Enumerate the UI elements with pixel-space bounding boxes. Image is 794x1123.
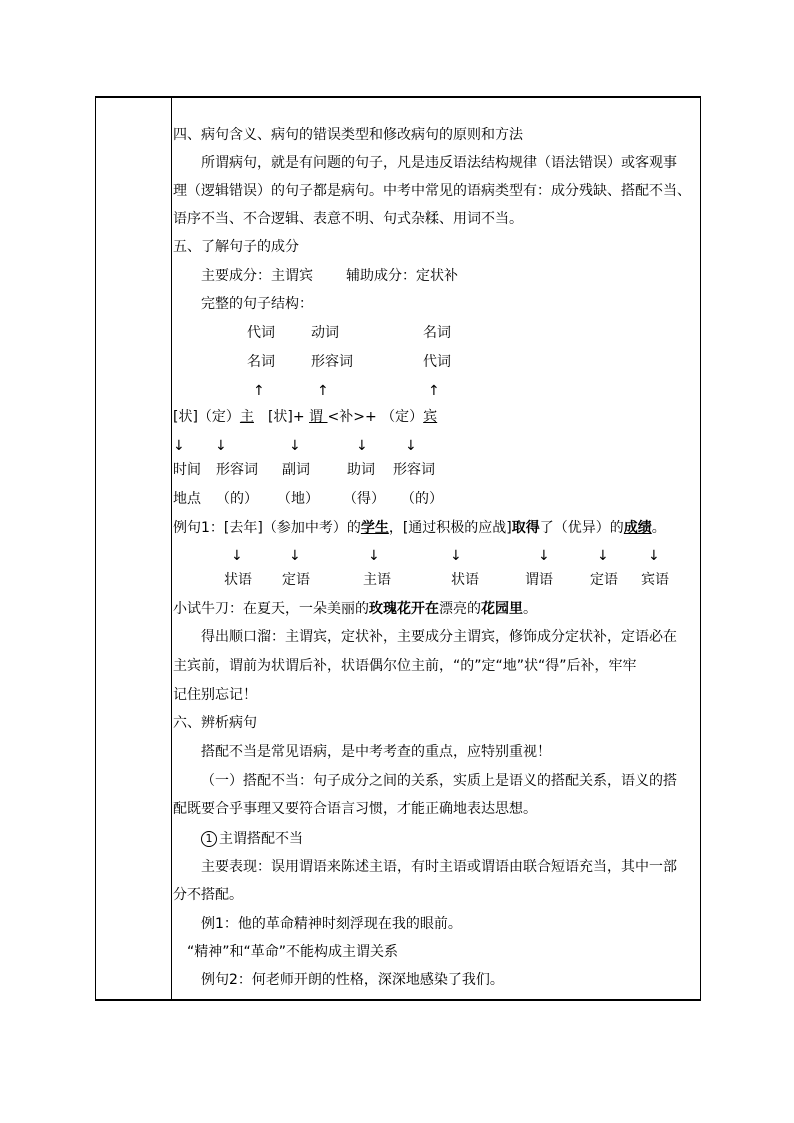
lower-de-3: （得） [343, 491, 385, 507]
sentence-formula: [状]（定）主 [状]+ 谓 <补>+ （定）宾 [173, 409, 438, 425]
lower-de-2: （地） [277, 491, 319, 507]
example-sentence-1: 例句1：[去年]（参加中考）的学生，[通过积极的应战]取得了（优异）的成绩。 [173, 520, 666, 536]
upper-dongci: 动词 [311, 325, 339, 341]
label-dingyu: 定语 [282, 572, 310, 588]
example-2: 例句2：何老师开朗的性格，深深地感染了我们。 [201, 972, 504, 988]
table-column-divider [171, 96, 172, 1001]
arrow-down-icon: ↓ [450, 548, 462, 564]
performance-line2: 分不搭配。 [173, 887, 243, 903]
section4-para-line2: 理（逻辑错误）的句子都是病句。中考中常见的语病类型有：成分残缺、搭配不当、 [173, 183, 691, 199]
formula-zhu: 主 [239, 409, 254, 425]
arrow-up-icon: ↑ [317, 383, 329, 399]
arrow-down-icon: ↓ [231, 548, 243, 564]
arrow-down-icon: ↓ [368, 548, 380, 564]
arrow-up-icon: ↑ [428, 383, 440, 399]
formula-bin: 宾 [423, 409, 438, 425]
section6-para-line1: （一）搭配不当：句子成分之间的关系，实质上是语义的搭配关系，语义的搭 [201, 773, 677, 789]
upper-daici-2: 代词 [423, 354, 451, 370]
section5-heading: 五、了解句子的成分 [173, 239, 299, 255]
rhyme-line1: 得出顺口溜：主谓宾，定状补，主要成分主谓宾，修饰成分定状补，定语必在 [201, 629, 677, 645]
label-weiyu: 谓语 [525, 572, 553, 588]
circled-number: 1 [201, 831, 217, 847]
section4-para-line3: 语序不当、不合逻辑、表意不明、句式杂糅、用词不当。 [173, 211, 523, 227]
section4-para-line1: 所谓病句，就是有问题的句子，凡是违反语法结构规律（语法错误）或客观事 [201, 155, 677, 171]
arrow-down-icon: ↓ [173, 438, 185, 454]
example-1: 例1：他的革命精神时刻浮现在我的眼前。 [201, 916, 462, 932]
arrow-down-icon: ↓ [648, 548, 660, 564]
upper-mingci-2: 名词 [247, 354, 275, 370]
section4-heading: 四、病句含义、病句的错误类型和修改病句的原则和方法 [173, 127, 523, 143]
section6-intro: 搭配不当是常见语病，是中考考查的重点，应特别重视！ [201, 744, 551, 760]
arrow-up-icon: ↑ [253, 383, 265, 399]
arrow-down-icon: ↓ [215, 438, 227, 454]
example-1-note: “精神”和“革命”不能构成主谓关系 [187, 944, 399, 960]
upper-daici: 代词 [247, 325, 275, 341]
subheading-subject-predicate: 1 主谓搭配不当 [201, 829, 303, 849]
rhyme-line2: 主宾前，谓前为状谓后补，状语偶尔位主前，“的”定“地”状“得”后补，牢牢 [173, 658, 637, 674]
arrow-down-icon: ↓ [538, 548, 550, 564]
lower-xingrongci-2: 形容词 [393, 462, 435, 478]
lower-xingrongci: 形容词 [216, 462, 258, 478]
arrow-down-icon: ↓ [597, 548, 609, 564]
performance-line1: 主要表现：误用谓语来陈述主语，有时主语或谓语由联合短语充当，其中一部 [201, 859, 677, 875]
section6-para-line2: 配既要合乎事理又要符合语言习惯，才能正确地表达思想。 [173, 801, 537, 817]
lower-fuci: 副词 [282, 462, 310, 478]
upper-mingci: 名词 [423, 325, 451, 341]
label-dingyu-2: 定语 [590, 572, 618, 588]
full-structure-label: 完整的句子结构： [201, 296, 313, 312]
arrow-down-icon: ↓ [289, 548, 301, 564]
formula-wei: 谓 [309, 409, 328, 425]
try-it-sentence: 小试牛刀：在夏天，一朵美丽的玫瑰花开在漂亮的花园里。 [173, 601, 537, 617]
label-zhuangyu: 状语 [224, 572, 252, 588]
arrow-down-icon: ↓ [356, 438, 368, 454]
lower-de-4: （的） [401, 491, 443, 507]
aux-parts: 辅助成分：定状补 [346, 268, 458, 284]
rhyme-line3: 记住别忘记！ [173, 687, 257, 703]
section6-heading: 六、辨析病句 [173, 715, 257, 731]
main-parts: 主要成分：主谓宾 [201, 268, 313, 284]
label-zhuyu: 主语 [363, 572, 391, 588]
lower-didian: 地点 [173, 491, 201, 507]
lower-shijian: 时间 [173, 462, 201, 478]
arrow-down-icon: ↓ [405, 438, 417, 454]
label-zhuangyu-2: 状语 [451, 572, 479, 588]
lower-de-1: （的） [216, 491, 258, 507]
arrow-down-icon: ↓ [289, 438, 301, 454]
label-binyu: 宾语 [641, 572, 669, 588]
lower-zhuci: 助词 [347, 462, 375, 478]
upper-xingrongci: 形容词 [311, 354, 353, 370]
